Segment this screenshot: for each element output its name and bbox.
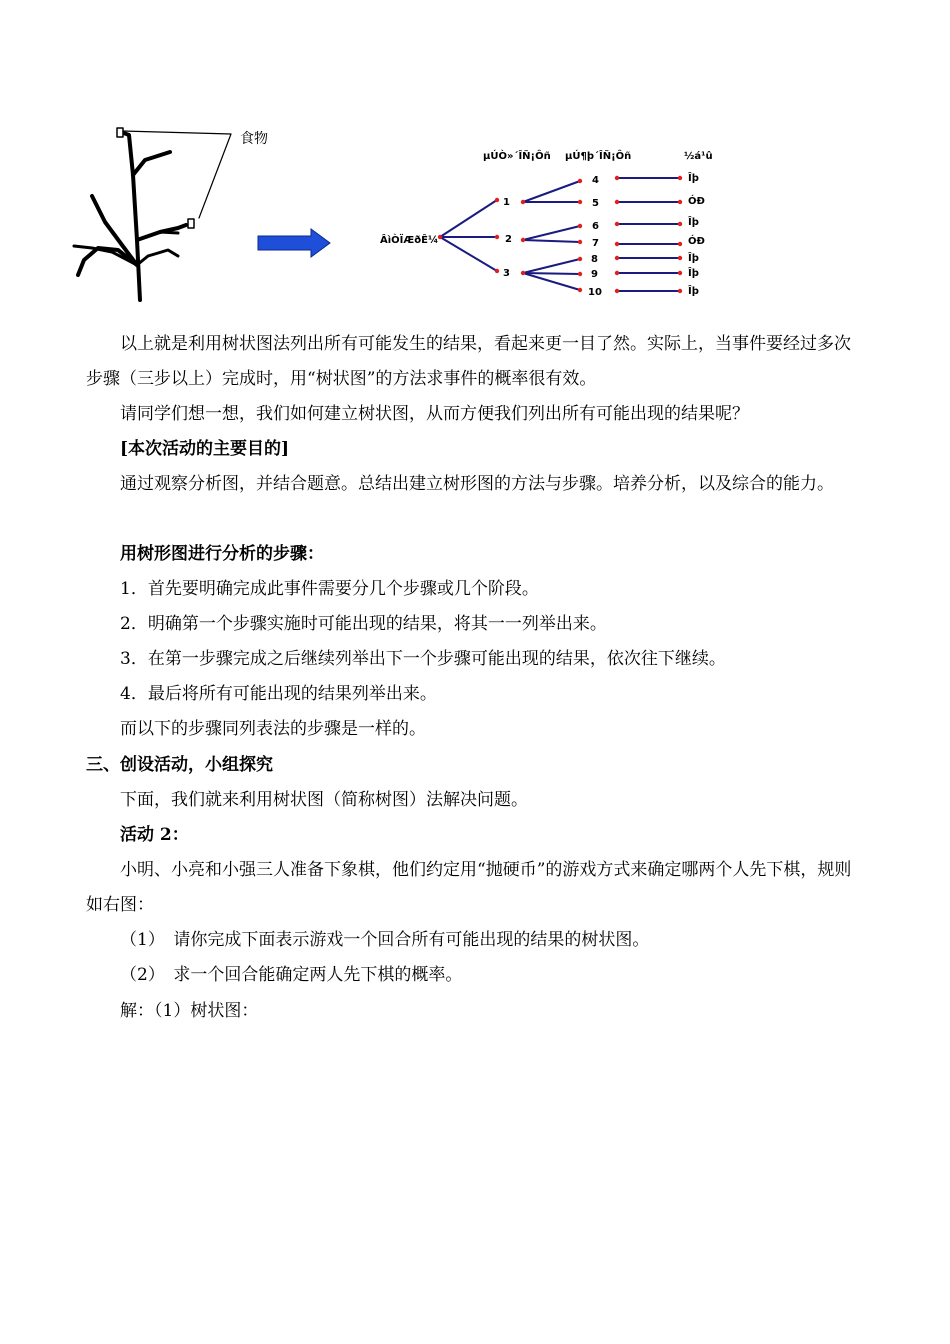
tree-node-l2: 8 <box>591 254 598 265</box>
tree-result: Îþ <box>688 268 699 279</box>
tree-result: Îþ <box>688 286 699 297</box>
figure-area <box>0 0 950 310</box>
tree-diagram <box>380 149 713 298</box>
tree-result: Îþ <box>688 173 699 184</box>
question-1: （1） 请你完成下面表示游戏一个回合所有可能出现的结果的树状图。 <box>120 930 650 950</box>
tree-node-l1: 3 <box>503 268 510 279</box>
tree-node-l1: 1 <box>503 197 510 208</box>
paragraph-tree-method: 下面，我们就来利用树状图（简称树图）法解决问题。 <box>120 790 528 810</box>
paragraph-problem: 小明、小亮和小强三人准备下象棋，他们约定用“抛硬币”的游戏方式来确定哪两个人先下棋，规则如右图： <box>86 860 852 915</box>
plant-drawing <box>74 128 231 300</box>
question-2: （2） 求一个回合能确定两人先下棋的概率。 <box>120 965 463 985</box>
tree-node-l2: 6 <box>592 221 599 232</box>
paragraph-goal: 通过观察分析图，并结合题意。总结出建立树形图的方法与步骤。培养分析，以及综合的能力。 <box>120 474 834 494</box>
step-item: 3．在第一步骤完成之后继续列举出下一个步骤可能出现的结果，依次往下继续。 <box>120 649 726 669</box>
tree-node-l2: 4 <box>592 175 599 186</box>
tree-header-level1: µÚÒ»´ÎÑ¡Ôñ <box>483 151 551 162</box>
tree-node-l2: 5 <box>592 198 599 209</box>
tree-node-l2: 7 <box>592 238 599 249</box>
tree-root-label: ÂìÒÏÆðÊ¼ <box>380 235 439 246</box>
tree-node-l1: 2 <box>505 234 512 245</box>
paragraph-tree-intro: 以上就是利用树状图法列出所有可能发生的结果，看起来更一目了然。实际上，当事件要经过多次步骤（三步以上）完成时，用“树状图”的方法求事件的概率很有效。 <box>86 334 851 389</box>
activity-2-heading: 活动 2： <box>120 825 189 845</box>
activity-goal-heading: [本次活动的主要目的] <box>120 439 290 459</box>
tree-result: ÓÐ <box>688 196 705 207</box>
tree-header-level2: µÚ¶þ´ÎÑ¡Ôñ <box>565 151 632 162</box>
step-item: 1．首先要明确完成此事件需要分几个步骤或几个阶段。 <box>120 579 539 599</box>
tree-result: ÓÐ <box>688 236 705 247</box>
tree-result: Îþ <box>688 217 699 228</box>
arrow-right-icon <box>258 229 330 257</box>
step-item: 2．明确第一个步骤实施时可能出现的结果，将其一一列举出来。 <box>120 614 607 634</box>
steps-heading: 用树形图进行分析的步骤： <box>120 544 324 564</box>
section-3-heading: 三、创设活动，小组探究 <box>86 755 273 775</box>
step-item: 4．最后将所有可能出现的结果列举出来。 <box>120 684 437 704</box>
tree-node-l2: 10 <box>588 287 602 298</box>
tree-result: Îþ <box>688 253 699 264</box>
paragraph-steps-same: 而以下的步骤同列表法的步骤是一样的。 <box>120 719 426 739</box>
food-label: 食物 <box>240 131 268 147</box>
tree-header-result: ½á¹û <box>684 151 713 162</box>
tree-node-l2: 9 <box>591 269 598 280</box>
paragraph-question: 请同学们想一想，我们如何建立树状图，从而方便我们列出所有可能出现的结果呢？ <box>120 404 749 424</box>
answer-start: 解：（1）树状图： <box>120 1001 259 1021</box>
